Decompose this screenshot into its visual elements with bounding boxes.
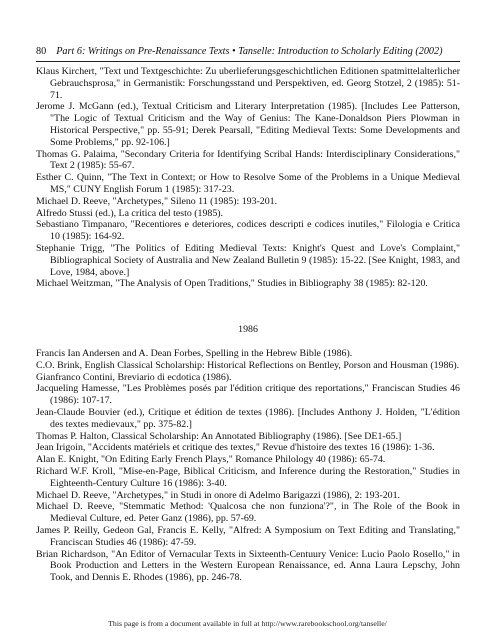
running-title: Part 6: Writings on Pre-Renaissance Texts • Tanselle: Introduction to Scholarly Editing (2002) <box>56 46 443 57</box>
running-header <box>36 46 460 58</box>
bib-entry: Francis Ian Andersen and A. Dean Forbes, Spelling in the Hebrew Bible (1986). <box>36 348 353 359</box>
bib-entry: Thomas G. Palaima, "Secondary Criteria for Identifying Scribal Hands: Interdisciplinary Considerations," Text 2 (1985): 55-67. <box>36 148 460 172</box>
bib-entry: Jean Irigoin, "Accidents matériels et critique des textes," Revue d'histoire des textes 16 (1986): 1-36. <box>36 442 435 454</box>
bib-entry: Michael D. Reeve, "Archetypes," in Studi in onore di Adelmo Barigazzi (1986), 2: 193-201. <box>36 489 401 501</box>
bibliography-1986 <box>36 348 460 584</box>
bibliography-1985 <box>36 66 460 290</box>
bib-entry: Thomas P. Halton, Classical Scholarship: An Annotated Bibliography (1986). [See DE1-65.] <box>36 430 402 442</box>
bib-entry: Sebastiano Timpanaro, "Recentiores e deteriores, codices descripti e codices inutiles," Filologia e Critica 10 (1985): 164-92. <box>36 219 460 243</box>
bib-entry: Jerome J. McGann (ed.), Textual Criticism and Literary Interpretation (1985). [Includes Lee Patterson, "The Logic of Textual Criticism and the Way of Genius: The Kane-Donaldson Piers Plowman in Historical Perspective," pp. 55-91; Derek Pearsall, "Editing Medieval Texts: Some Developments and Some Problems," pp. 92-106.] <box>36 101 460 148</box>
bib-entry: C.O. Brink, English Classical Scholarship: Historical Reflections on Bentley, Porson and Housman (1986). <box>36 359 460 371</box>
bib-entry: Gianfranco Contini, Breviario di ecdotica (1986). <box>36 371 232 383</box>
bib-entry: Klaus Kirchert, "Text und Textgeschichte: Zu uberlieferungsgeschichtlichen Editionen spatmittelalterlicher Gebrauchsprosa," in Germanistik: Forschungsstand und Perspektiven, ed. Georg Stotzel, 2 (1985): 51-71. <box>36 66 460 101</box>
page-number: 80 <box>36 46 47 57</box>
year-heading-block <box>36 324 460 336</box>
footer-note: This page is from a document available in full at http://www.rarebookschool.org/tanselle/ <box>108 619 387 628</box>
bib-entry: Michael D. Reeve, "Stemmatic Method: 'Qualcosa che non funziona'?", in The Role of the Book in Medieval Culture, ed. Peter Ganz (1986), pp. 57-69. <box>36 501 460 525</box>
bib-entry: Alan E. Knight, "On Editing Early French Plays," Romance Philology 40 (1986): 65-74. <box>36 454 386 466</box>
bib-entry: Jacqueling Hamesse, "Les Problèmes posés par l'édition critique des reportations," Franciscan Studies 46 (1986): 107-17. <box>36 383 460 407</box>
bib-entry: Esther C. Quinn, "The Text in Context; or How to Resolve Some of the Problems in a Unique Medieval MS," CUNY English Forum 1 (1985): 317-23. <box>36 172 460 195</box>
bib-entry: Stephanie Trigg, "The Politics of Editing Medieval Texts: Knight's Quest and Love's Complaint," Bibliographical Society of Australia and New Zealand Bulletin 9 (1985): 15-22. [See Knight, 1983, and Love, 1984, above.] <box>36 242 460 278</box>
bib-entry: Brian Richardson, "An Editor of Vernacular Texts in Sixteenth-Centuury Venice: Lucio Paolo Rosello," in Book Production and Letters in the Western European Renaissance, ed. Anna Laura Lepschy, John Took, and Dennis E. Rhodes (1986), pp. 246-78. <box>36 548 460 584</box>
header-rule <box>36 61 460 62</box>
bib-entry: Richard W.F. Kroll, "Mise-en-Page, Biblical Criticism, and Inference during the Restoration," Studies in Eighteenth-Century Culture 16 (1986): 3-40. <box>36 465 460 489</box>
bib-entry: Alfredo Stussi (ed.), La critica del testo (1985). <box>36 207 224 219</box>
bib-entry: Jean-Claude Bouvier (ed.), Critique et édition de textes (1986). [Includes Anthony J. Holden, "L'édition des textes medievaux," pp. 375-82.] <box>36 406 460 430</box>
bib-entry: Michael D. Reeve, "Archetypes," Sileno 11 (1985): 193-201. <box>36 195 278 207</box>
bib-entry: James P. Reilly, Gedeon Gal, Francis E. Kelly, "Alfred: A Symposium on Text Editing and Translating," Franciscan Studies 46 (1986): 47-59. <box>36 524 460 548</box>
bib-entry: Michael Weitzman, "The Analysis of Open Traditions," Studies in Bibliography 38 (1985): 82-120. <box>36 278 428 290</box>
year-heading: 1986 <box>238 324 258 335</box>
